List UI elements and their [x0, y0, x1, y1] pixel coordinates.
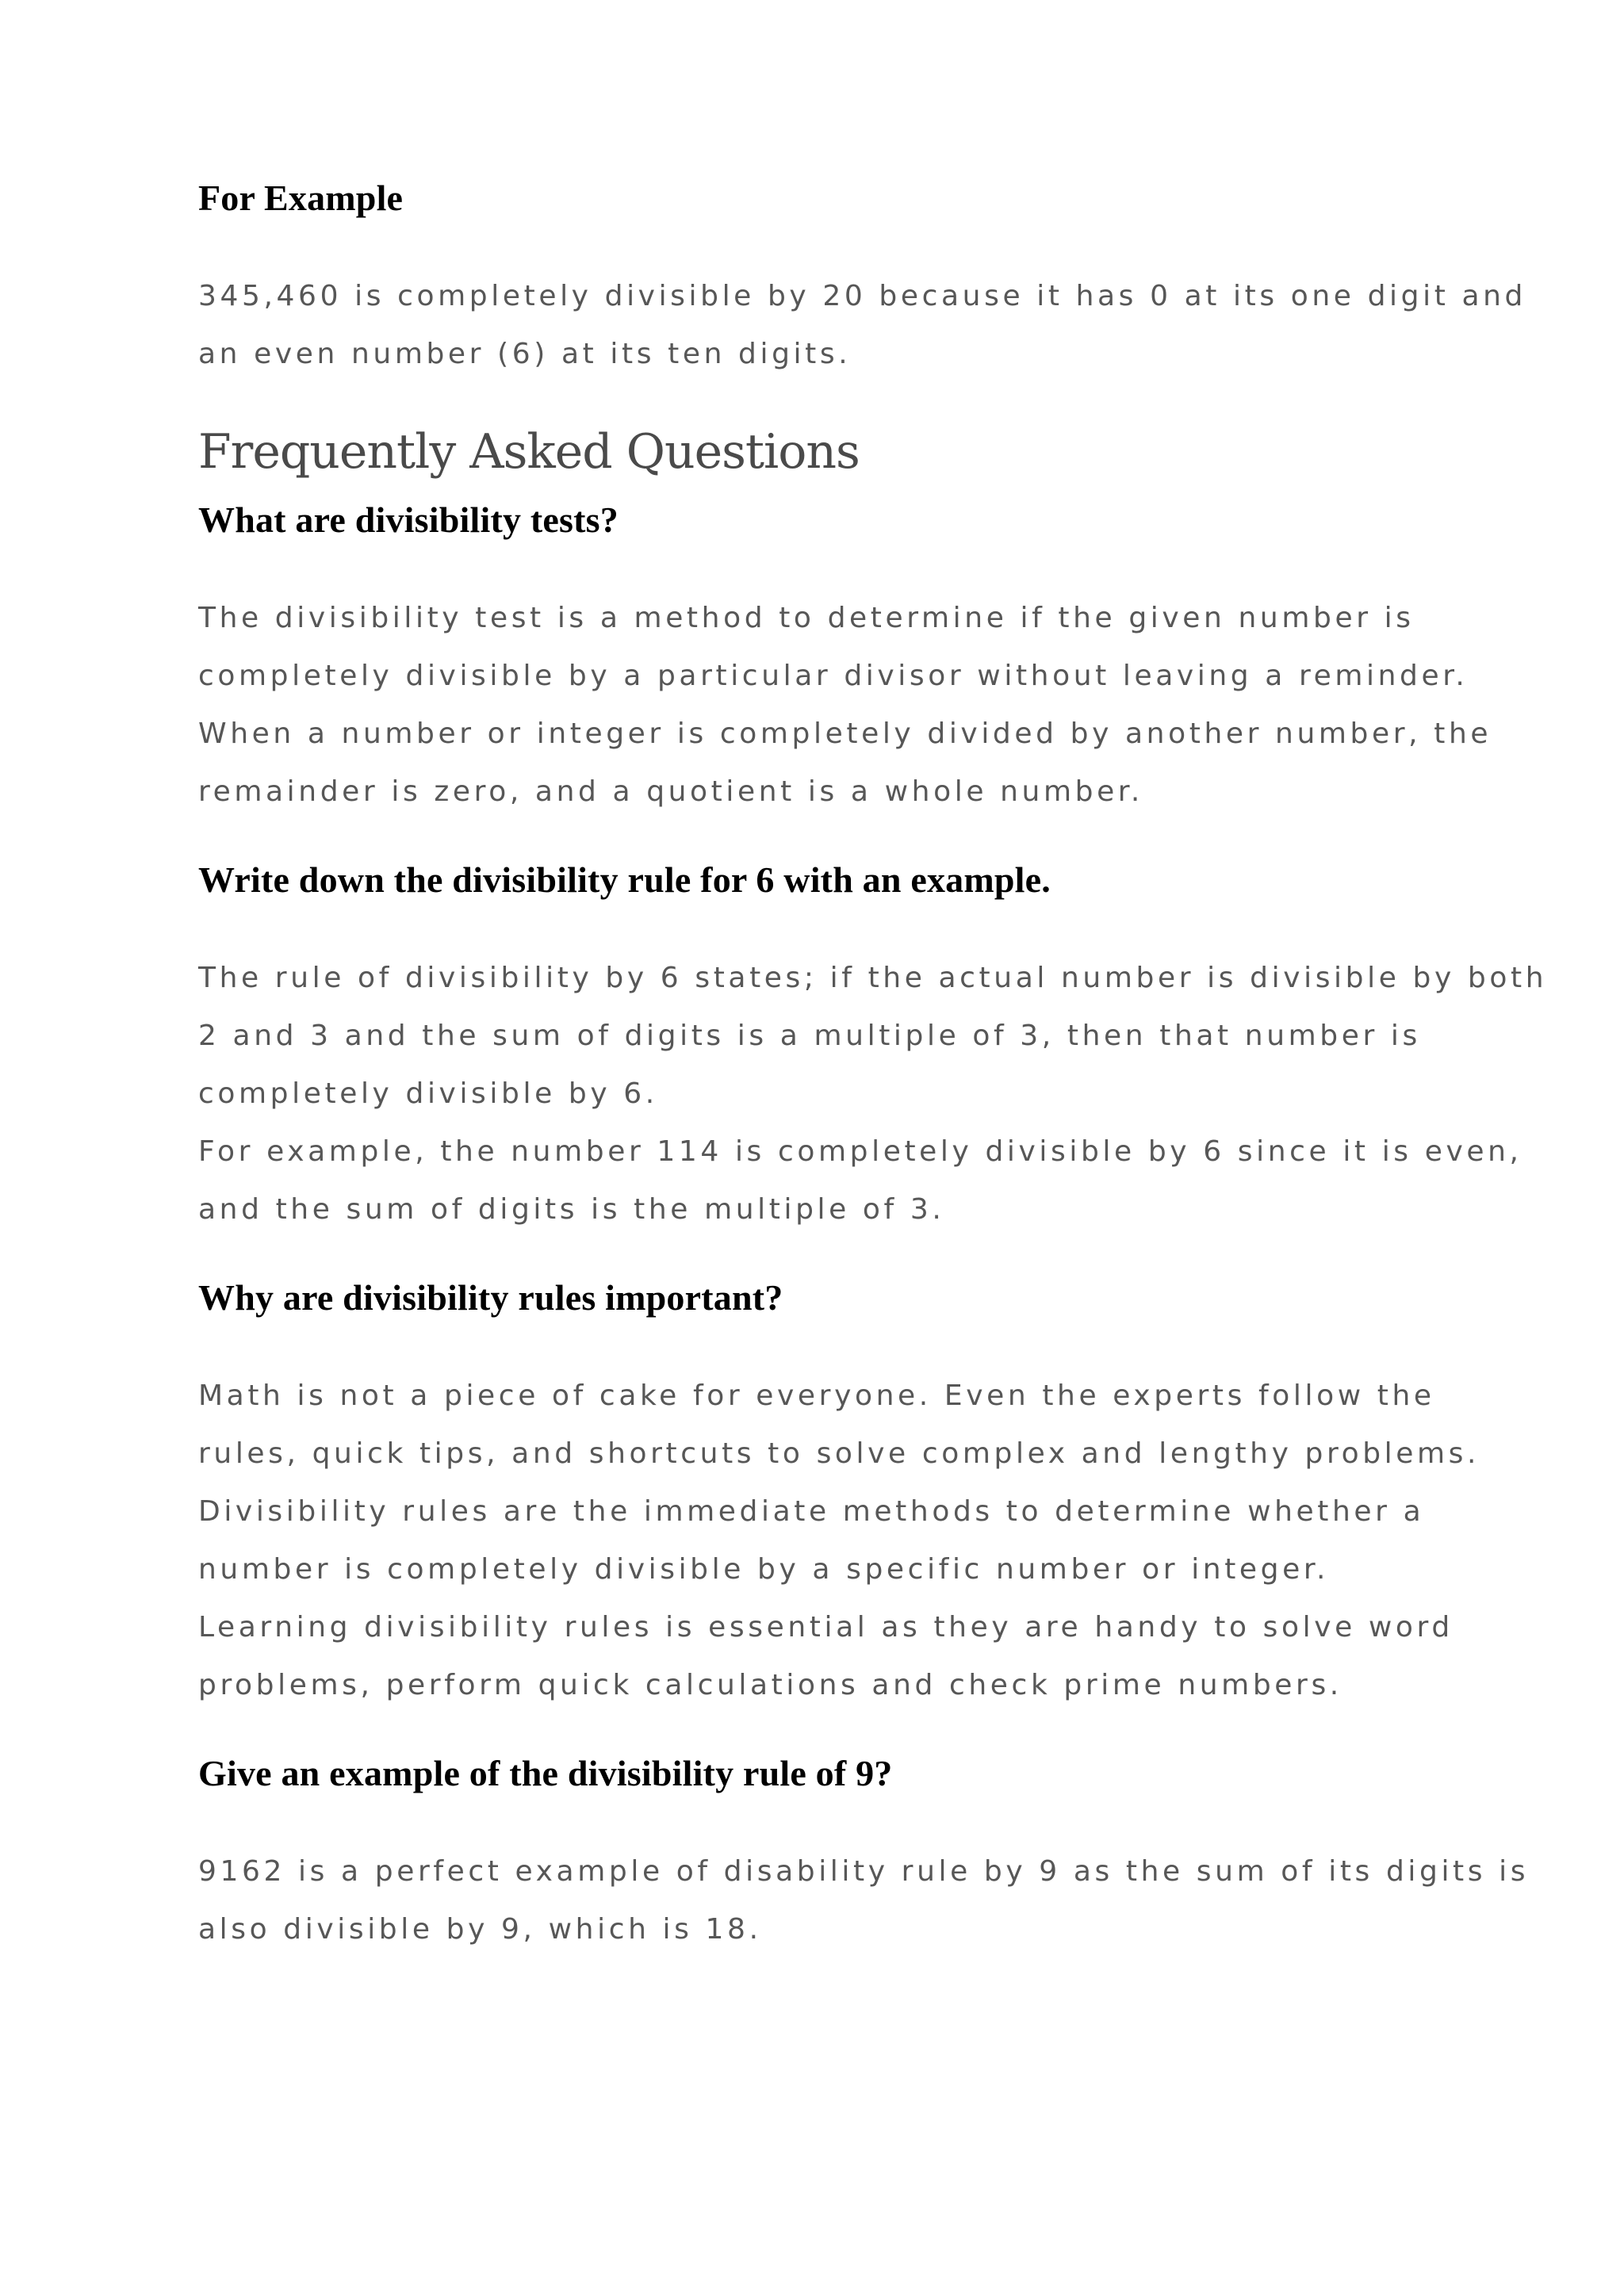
paragraph-line: Math is not a piece of cake for everyone. Even the experts follow the [198, 1380, 1435, 1412]
paragraph-line: 2 and 3 and the sum of digits is a multiple of 3, then that number is [198, 1020, 1421, 1052]
paragraph-line: 345,460 is completely divisible by 20 because it has 0 at its one digit and [198, 280, 1526, 312]
paragraph-line: remainder is zero, and a quotient is a whole number. [198, 775, 1143, 808]
for-example-paragraph [198, 267, 1526, 383]
paragraph-line: an even number (6) at its ten digits. [198, 338, 852, 370]
for-example-heading: For Example [198, 178, 404, 218]
paragraph-line: rules, quick tips, and shortcuts to solve complex and lengthy problems. [198, 1437, 1480, 1470]
paragraph-line: The divisibility test is a method to determine if the given number is [198, 602, 1415, 634]
document-page [198, 174, 1548, 1958]
faq-title: Frequently Asked Questions [198, 424, 860, 480]
paragraph-line: Divisibility rules are the immediate methods to determine whether a [198, 1495, 1425, 1528]
faq-answer-1 [198, 589, 1492, 821]
paragraph-line: and the sum of digits is the multiple of 3. [198, 1193, 945, 1226]
paragraph-line: For example, the number 114 is completely divisible by 6 since it is even, [198, 1135, 1522, 1168]
paragraph-line: 9162 is a perfect example of disability rule by 9 as the sum of its digits is [198, 1855, 1530, 1888]
faq-answer-4 [198, 1843, 1530, 1958]
paragraph-line: When a number or integer is completely divided by another number, the [198, 718, 1492, 750]
paragraph-line: Learning divisibility rules is essential as they are handy to solve word [198, 1611, 1454, 1644]
paragraph-line: number is completely divisible by a specific number or integer. [198, 1553, 1330, 1586]
paragraph-line: completely divisible by a particular divisor without leaving a reminder. [198, 660, 1469, 692]
paragraph-line: also divisible by 9, which is 18. [198, 1913, 762, 1946]
faq-answer-3 [198, 1367, 1480, 1714]
faq-answer-2 [198, 949, 1548, 1238]
faq-question-1: What are divisibility tests? [198, 499, 619, 540]
paragraph-line: problems, perform quick calculations and check prime numbers. [198, 1669, 1342, 1701]
faq-question-4: Give an example of the divisibility rule of 9? [198, 1753, 893, 1793]
faq-question-2: Write down the divisibility rule for 6 with an example. [198, 859, 1051, 900]
paragraph-line: completely divisible by 6. [198, 1077, 658, 1110]
faq-question-3: Why are divisibility rules important? [198, 1277, 783, 1318]
paragraph-line: The rule of divisibility by 6 states; if the actual number is divisible by both [198, 962, 1548, 994]
